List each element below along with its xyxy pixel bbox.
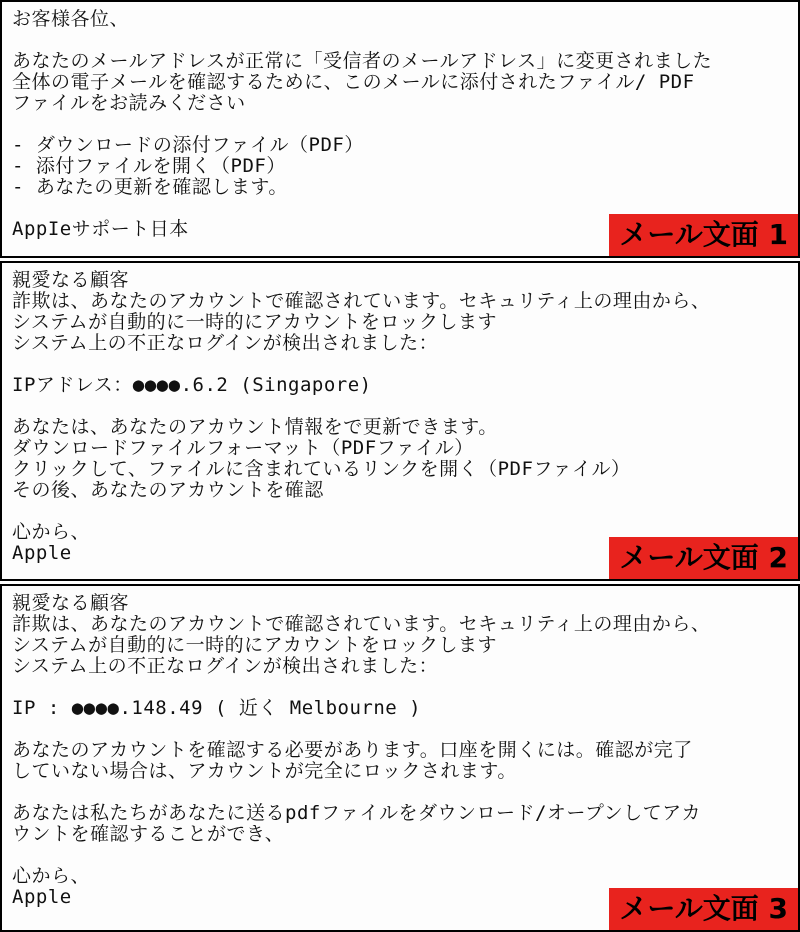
- email-text-line: [12, 501, 794, 522]
- email-text-line: - あなたの更新を確認します。: [12, 176, 288, 198]
- email-text-line: 全体の電子メールを確認するために、このメールに添付されたファイル/ PDF: [12, 71, 695, 93]
- email-text-line: [12, 719, 794, 740]
- email-sample-box-2: [0, 261, 800, 581]
- email-text-line: あなたのアカウントを確認する必要があります。口座を開くには。確認が完了: [12, 739, 693, 761]
- email-text-line: Apple: [12, 542, 72, 564]
- email-text-line: その後、あなたのアカウントを確認: [12, 479, 324, 501]
- email-sample-box-1: [0, 0, 800, 258]
- email-text-line: システム上の不正なログインが検出されました：: [12, 332, 439, 354]
- email-text-line: あなたは私たちがあなたに送るpdfファイルをダウンロード/オープンしてアカ: [12, 802, 701, 824]
- email-text-line: [12, 354, 794, 375]
- email-label-badge-1: メール文面 1: [609, 214, 798, 256]
- email-text-line: 詐欺は、あなたのアカウントで確認されています。セキュリティ上の理由から、: [12, 290, 711, 312]
- email-text-line: システムが自動的に一時的にアカウントをロックします: [12, 634, 498, 656]
- email-text-line: - ダウンロードの添付ファイル（PDF）: [12, 134, 364, 156]
- email-body-3: [12, 593, 794, 908]
- email-text-line: 詐欺は、あなたのアカウントで確認されています。セキュリティ上の理由から、: [12, 613, 711, 635]
- email-sample-box-3: [0, 584, 800, 932]
- email-text-line: あなたは、あなたのアカウント情報をで更新できます。: [12, 416, 498, 438]
- email-label-badge-2: メール文面 2: [609, 537, 798, 579]
- email-text-line: していない場合は、アカウントが完全にロックされます。: [12, 760, 517, 782]
- email-text-line: 心から、: [12, 865, 91, 887]
- email-text-line: [12, 30, 794, 51]
- email-label-badge-3: メール文面 3: [609, 888, 798, 930]
- email-text-line: IPアドレス：●●●●.6.2 (Singapore): [12, 374, 372, 396]
- email-body-1: [12, 9, 794, 240]
- email-text-line: 親愛なる顧客: [12, 269, 130, 291]
- email-text-line: - 添付ファイルを開く（PDF）: [12, 155, 286, 177]
- email-text-line: [12, 677, 794, 698]
- email-text-line: Apple: [12, 886, 72, 908]
- email-text-line: AppIeサポート日本: [12, 218, 189, 240]
- email-body-2: [12, 270, 794, 564]
- email-text-line: クリックして、ファイルに含まれているリンクを開く（PDFファイル）: [12, 458, 631, 480]
- email-text-line: システムが自動的に一時的にアカウントをロックします: [12, 311, 498, 333]
- email-text-line: ファイルをお読みください: [12, 92, 246, 114]
- email-text-line: 親愛なる顧客: [12, 592, 130, 614]
- email-text-line: [12, 114, 794, 135]
- email-text-line: システム上の不正なログインが検出されました：: [12, 655, 439, 677]
- email-text-line: IP : ●●●●.148.49 ( 近く Melbourne ): [12, 697, 422, 719]
- email-text-line: ダウンロードファイルフォーマット（PDFファイル）: [12, 437, 474, 459]
- email-text-line: [12, 782, 794, 803]
- email-text-line: お客様各位、: [12, 8, 130, 30]
- email-text-line: ウントを確認することができ、: [12, 823, 285, 845]
- email-text-line: あなたのメールアドレスが正常に「受信者のメールアドレス」に変更されました: [12, 50, 713, 72]
- email-text-line: [12, 396, 794, 417]
- email-text-line: [12, 845, 794, 866]
- email-text-line: 心から、: [12, 521, 91, 543]
